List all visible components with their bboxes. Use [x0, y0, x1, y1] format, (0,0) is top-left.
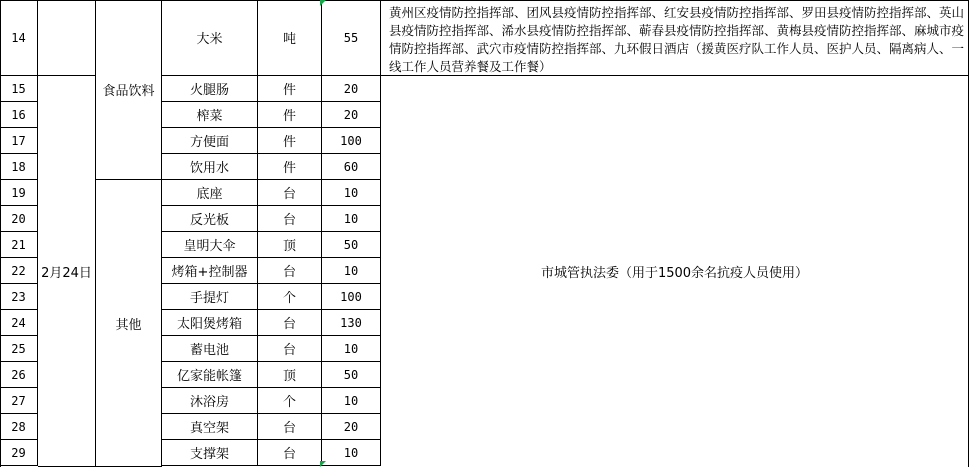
item-name-cell[interactable] [162, 284, 258, 310]
unit-cell-text: 台 [282, 213, 296, 228]
item-name-cell[interactable] [162, 180, 258, 206]
row-number-cell[interactable] [0, 414, 38, 440]
unit-cell-text: 件 [282, 135, 296, 150]
quantity-cell[interactable] [322, 388, 381, 414]
unit-cell-text: 台 [282, 343, 296, 358]
item-name-cell-text: 真空架 [189, 421, 229, 436]
quantity-cell-text: 60 [343, 159, 359, 174]
unit-cell[interactable] [258, 0, 322, 76]
item-name-cell[interactable] [162, 258, 258, 284]
quantity-cell-text: 20 [343, 81, 359, 96]
quantity-cell-text: 20 [343, 419, 359, 434]
quantity-cell-text: 10 [343, 263, 359, 278]
unit-cell-text: 台 [282, 317, 296, 332]
unit-cell-text: 件 [282, 83, 296, 98]
quantity-cell[interactable] [322, 310, 381, 336]
row-number-cell-text: 19 [11, 185, 26, 200]
item-name-cell-text: 沐浴房 [189, 395, 229, 410]
quantity-cell-text: 50 [343, 237, 359, 252]
item-name-cell-text: 方便面 [189, 135, 229, 150]
item-name-cell-text: 蓄电池 [189, 343, 229, 358]
unit-cell[interactable] [258, 232, 322, 258]
quantity-cell[interactable] [322, 232, 381, 258]
quantity-cell-text: 20 [343, 107, 359, 122]
unit-cell[interactable] [258, 128, 322, 154]
unit-cell[interactable] [258, 388, 322, 414]
item-name-cell-text: 底座 [196, 187, 223, 202]
item-name-cell-text: 皇明大伞 [183, 239, 236, 254]
quantity-cell-text: 10 [343, 185, 359, 200]
row-number-cell-text: 22 [11, 263, 26, 278]
row-number-cell[interactable] [0, 180, 38, 206]
row-number-cell-text: 21 [11, 237, 26, 252]
row-number-cell-text: 14 [11, 30, 26, 45]
quantity-cell[interactable] [322, 258, 381, 284]
row-number-cell-text: 28 [11, 419, 26, 434]
unit-cell[interactable] [258, 258, 322, 284]
item-name-cell-text: 手提灯 [189, 291, 229, 306]
quantity-cell-text: 10 [343, 445, 359, 460]
quantity-cell-text: 10 [343, 211, 359, 226]
item-name-cell-text: 太阳煲烤箱 [176, 317, 242, 332]
unit-cell[interactable] [258, 76, 322, 102]
item-name-cell[interactable] [162, 388, 258, 414]
row-number-cell-text: 24 [11, 315, 26, 330]
unit-cell-text: 件 [282, 109, 296, 124]
row-number-cell[interactable] [0, 76, 38, 102]
item-name-cell[interactable] [162, 362, 258, 388]
cell-corner-mark-icon [320, 461, 326, 467]
row-number-cell-text: 18 [11, 159, 26, 174]
destination-text-main[interactable] [381, 76, 969, 467]
quantity-cell[interactable] [322, 128, 381, 154]
quantity-cell-text: 100 [340, 289, 362, 304]
row-number-cell[interactable] [0, 206, 38, 232]
unit-cell-text: 台 [282, 447, 296, 462]
unit-cell[interactable] [258, 362, 322, 388]
row-number-cell[interactable] [0, 440, 38, 466]
row-number-cell[interactable] [0, 258, 38, 284]
quantity-cell-text: 50 [343, 367, 359, 382]
quantity-cell-text: 100 [340, 133, 362, 148]
unit-cell[interactable] [258, 440, 322, 466]
row-number-cell-text: 20 [11, 211, 26, 226]
row-number-cell[interactable] [0, 362, 38, 388]
row-number-cell[interactable] [0, 128, 38, 154]
quantity-cell-text: 10 [343, 393, 359, 408]
row-number-cell-text: 16 [11, 107, 26, 122]
item-name-cell[interactable] [162, 310, 258, 336]
quantity-cell[interactable] [322, 440, 381, 466]
quantity-cell[interactable] [322, 362, 381, 388]
row-number-cell-text: 27 [11, 393, 26, 408]
date-cell-top[interactable] [38, 0, 96, 76]
quantity-cell[interactable] [322, 284, 381, 310]
row-number-cell-text: 17 [11, 133, 26, 148]
row-number-cell-text: 15 [11, 81, 26, 96]
quantity-cell[interactable] [322, 414, 381, 440]
item-name-cell-text: 榨菜 [196, 109, 223, 124]
unit-cell[interactable] [258, 154, 322, 180]
unit-cell[interactable] [258, 310, 322, 336]
quantity-cell-text: 55 [343, 30, 359, 45]
row-number-cell[interactable] [0, 284, 38, 310]
quantity-cell-text: 130 [340, 315, 362, 330]
item-name-cell[interactable] [162, 102, 258, 128]
unit-cell-text: 台 [282, 421, 296, 436]
item-name-cell[interactable] [162, 440, 258, 466]
unit-cell-text: 个 [282, 395, 296, 410]
unit-cell[interactable] [258, 206, 322, 232]
item-name-cell-text: 烤箱+控制器 [171, 265, 248, 280]
row-number-cell[interactable] [0, 232, 38, 258]
unit-cell-text: 顶 [282, 369, 296, 384]
row-number-cell[interactable] [0, 336, 38, 362]
quantity-cell[interactable] [322, 154, 381, 180]
unit-cell-text: 台 [282, 265, 296, 280]
category-cell-other[interactable] [96, 180, 162, 467]
row-number-cell-text: 29 [11, 445, 26, 460]
unit-cell-text: 吨 [282, 32, 296, 47]
item-name-cell[interactable] [162, 232, 258, 258]
item-name-cell[interactable] [162, 154, 258, 180]
item-name-cell-text: 支撑架 [189, 447, 229, 462]
row-number-cell[interactable] [0, 0, 38, 76]
quantity-cell[interactable] [322, 180, 381, 206]
item-name-cell[interactable] [162, 0, 258, 76]
item-name-cell[interactable] [162, 414, 258, 440]
row-number-cell-text: 25 [11, 341, 26, 356]
item-name-cell[interactable] [162, 336, 258, 362]
item-name-cell[interactable] [162, 76, 258, 102]
quantity-cell[interactable] [322, 102, 381, 128]
unit-cell[interactable] [258, 414, 322, 440]
unit-cell-text: 台 [282, 187, 296, 202]
category-food-label: 食品饮料 [102, 84, 155, 99]
quantity-cell[interactable] [322, 0, 381, 76]
destination-main-label: 市城管执法委（用于1500余名抗疫人员使用） [540, 266, 809, 281]
quantity-cell[interactable] [322, 206, 381, 232]
category-other-label: 其他 [115, 317, 142, 333]
quantity-cell[interactable] [322, 76, 381, 102]
quantity-cell[interactable] [322, 336, 381, 362]
quantity-cell-text: 10 [343, 341, 359, 356]
item-name-cell-text: 反光板 [189, 213, 229, 228]
item-name-cell[interactable] [162, 206, 258, 232]
unit-cell-text: 件 [282, 161, 296, 176]
unit-cell[interactable] [258, 180, 322, 206]
row-number-cell-text: 26 [11, 367, 26, 382]
item-name-cell-text: 饮用水 [189, 161, 229, 176]
item-name-cell-text: 火腿肠 [189, 83, 229, 98]
destination-text-top[interactable] [381, 0, 969, 76]
row-number-cell[interactable] [0, 388, 38, 414]
unit-cell-text: 顶 [282, 239, 296, 254]
item-name-cell[interactable] [162, 128, 258, 154]
unit-cell-text: 个 [282, 291, 296, 306]
category-cell-food[interactable] [96, 0, 162, 180]
date-merged-cell[interactable] [38, 76, 96, 467]
unit-cell[interactable] [258, 284, 322, 310]
row-number-cell-text: 23 [11, 289, 26, 304]
row-number-cell[interactable] [0, 102, 38, 128]
cell-corner-mark-icon [320, 0, 326, 6]
date-label: 2月24日 [41, 265, 92, 281]
item-name-cell-text: 亿家能帐篷 [176, 369, 242, 384]
unit-cell[interactable] [258, 336, 322, 362]
unit-cell[interactable] [258, 102, 322, 128]
destination-top-label: 黄州区疫情防控指挥部、团风县疫情防控指挥部、红安县疫情防控指挥部、罗田县疫情防控指挥部、英山县疫情防控指挥部、浠水县疫情防控指挥部、蕲春县疫情防控指挥部、黄梅县疫情防控指挥部、麻城市疫情防控指挥部、武穴市疫情防控指挥部、九环假日酒店（援黄医疗队工作人员、医护人员、隔离病人、一线工作人员营养餐及工作餐） [389, 5, 965, 74]
row-number-cell[interactable] [0, 310, 38, 336]
row-number-cell[interactable] [0, 154, 38, 180]
item-name-cell-text: 大米 [196, 32, 223, 47]
